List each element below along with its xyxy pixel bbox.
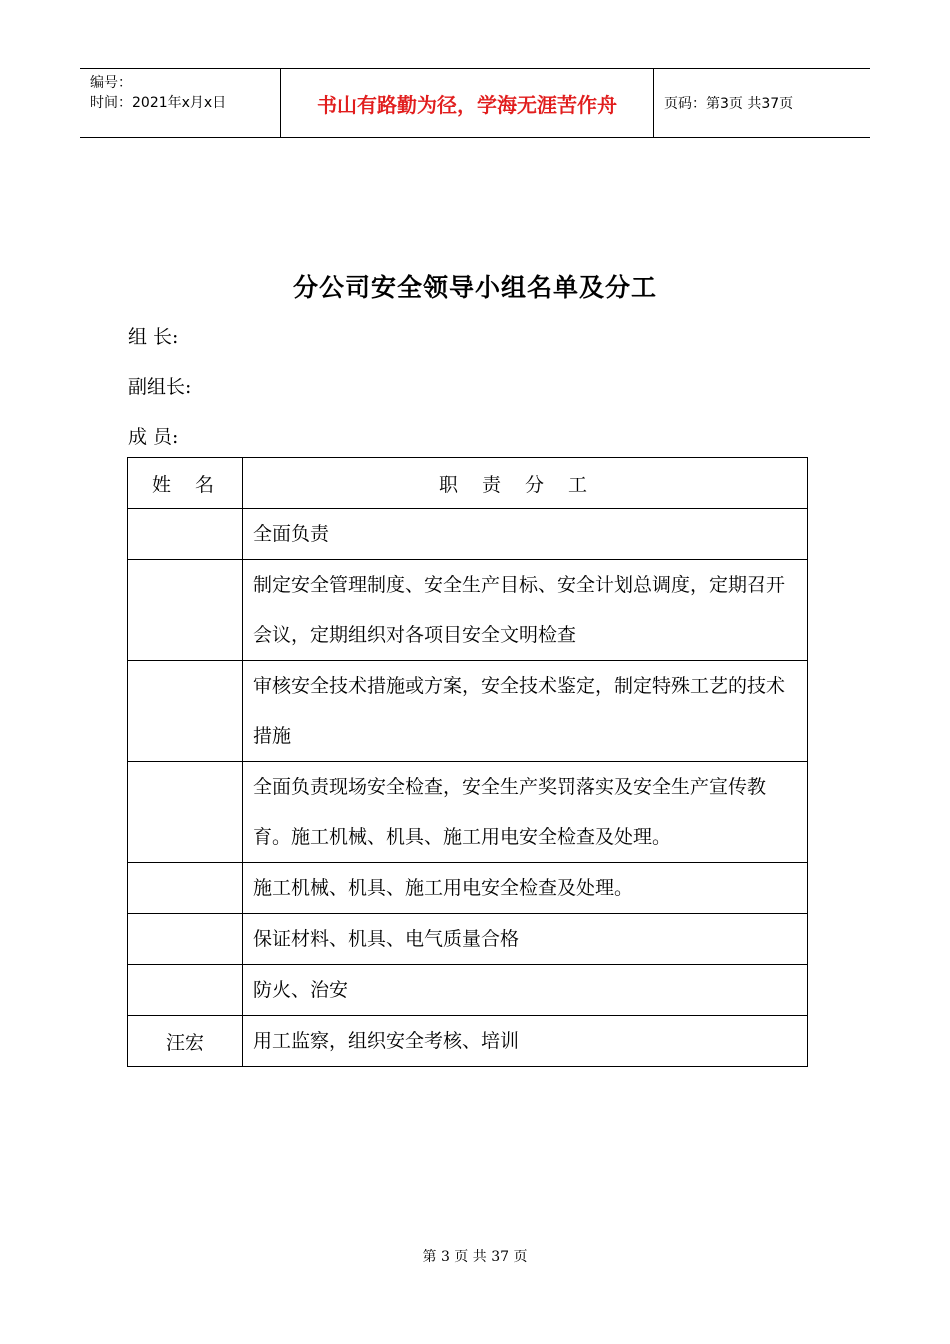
header-page-info: 页码：第3页 共37页 [664, 96, 794, 112]
table-header-row [128, 458, 808, 509]
row-duty: 施工机械、机具、施工用电安全检查及处理。 [243, 863, 808, 914]
row-name [128, 965, 243, 1016]
page-footer: 第 3 页 共 37 页 [422, 1249, 528, 1265]
row-name: 汪宏 [128, 1016, 243, 1067]
row-duty: 用工监察，组织安全考核、培训 [243, 1016, 808, 1067]
row-duty: 制定安全管理制度、安全生产目标、安全计划总调度，定期召开会议，定期组织对各项目安全文明检查 [243, 560, 808, 661]
header-meta [80, 69, 281, 137]
table-row [128, 914, 808, 965]
document-title: 分公司安全领导小组名单及分工 [292, 273, 657, 302]
table-row [128, 509, 808, 560]
row-name [128, 509, 243, 560]
table-row [128, 1016, 808, 1067]
row-name [128, 661, 243, 762]
table-row [128, 661, 808, 762]
header-motto: 书山有路勤为径，学海无涯苦作舟 [281, 69, 654, 137]
members-label: 成 员: [128, 426, 179, 448]
page-header [80, 68, 870, 138]
duty-table [127, 457, 808, 1067]
table-row [128, 762, 808, 863]
table-row [128, 560, 808, 661]
row-duty: 保证材料、机具、电气质量合格 [243, 914, 808, 965]
deputy-label: 副组长: [128, 376, 192, 398]
row-name [128, 762, 243, 863]
header-duty: 职责分工 [243, 458, 808, 509]
table-row [128, 863, 808, 914]
table-row [128, 965, 808, 1016]
row-duty: 防火、治安 [243, 965, 808, 1016]
row-name [128, 863, 243, 914]
row-duty: 全面负责 [243, 509, 808, 560]
row-duty: 审核安全技术措施或方案，安全技术鉴定，制定特殊工艺的技术措施 [243, 661, 808, 762]
row-name [128, 914, 243, 965]
row-name [128, 560, 243, 661]
time-label: 时间：2021年x月x日 [90, 95, 227, 111]
row-duty: 全面负责现场安全检查，安全生产奖罚落实及安全生产宣传教育。施工机械、机具、施工用电安全检查及处理。 [243, 762, 808, 863]
leader-label: 组 长: [128, 326, 179, 348]
header-name: 姓名 [128, 458, 243, 509]
number-label: 编号： [90, 75, 132, 91]
